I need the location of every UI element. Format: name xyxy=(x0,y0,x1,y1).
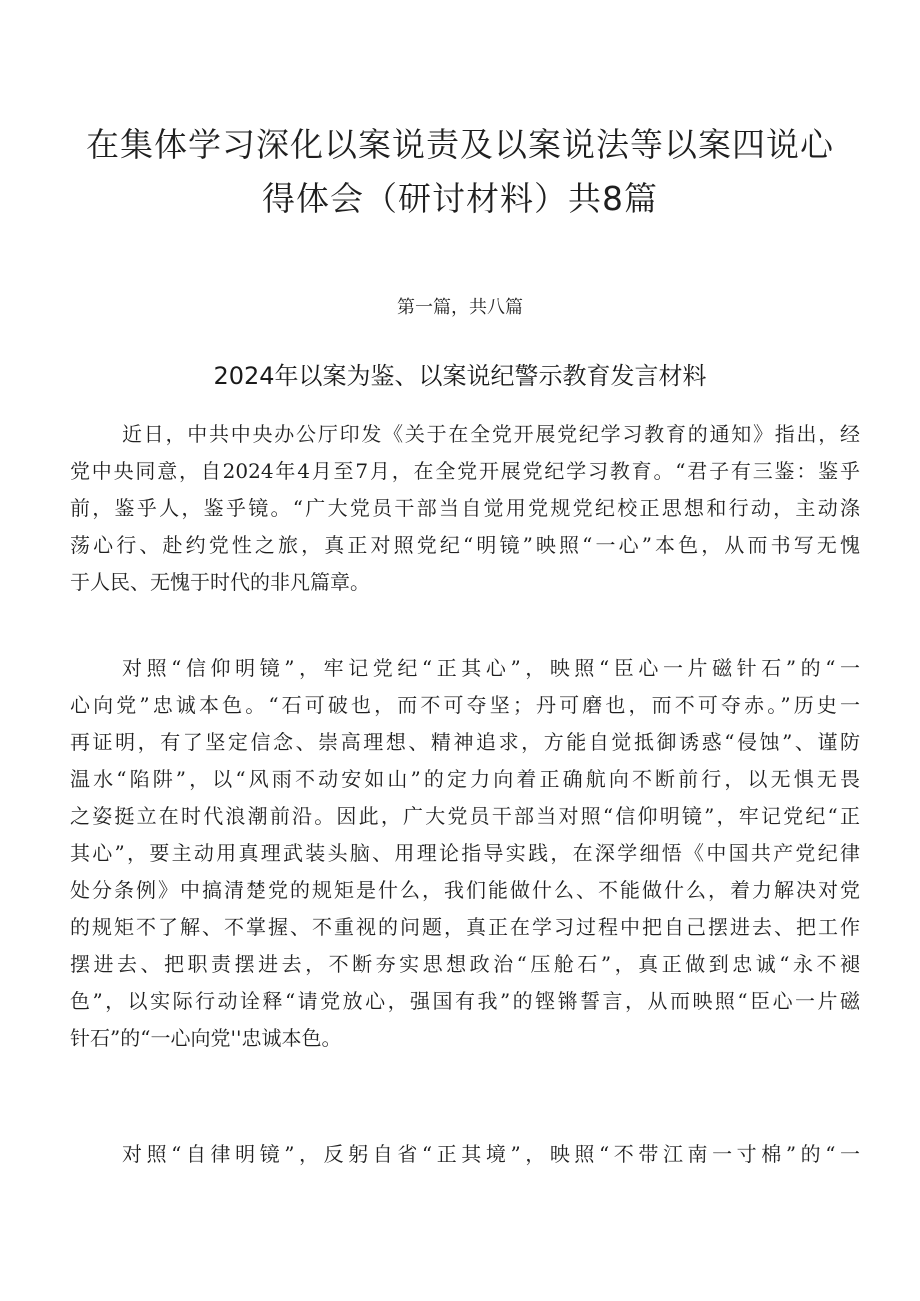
paragraph-line: 前，鉴乎人，鉴乎镜。“广大党员干部当自觉用党规党纪校正思想和行动，主动涤 xyxy=(70,496,860,520)
title-line: 在集体学习深化以案说责及以案说法等以案四说心 xyxy=(86,125,834,164)
part-label: 第一篇，共八篇 xyxy=(397,297,523,318)
paragraph-line: 对照“信仰明镜”，牢记党纪“正其心”，映照“臣心一片磁针石”的“一 xyxy=(122,656,860,680)
body-paragraph-1 xyxy=(70,416,860,601)
paragraph-line: 色”，以实际行动诠释“请党放心，强国有我”的铿锵誓言，从而映照“臣心一片磁 xyxy=(70,989,860,1013)
paragraph-line: 之姿挺立在时代浪潮前沿。因此，广大党员干部当对照“信仰明镜”，牢记党纪“正 xyxy=(70,804,860,828)
paragraph-line: 处分条例》中搞清楚党的规矩是什么，我们能做什么、不能做什么，着力解决对党 xyxy=(70,878,860,902)
section-heading: 2024年以案为鉴、以案说纪警示教育发言材料 xyxy=(213,362,707,390)
paragraph-line: 心向党”忠诚本色。“石可破也，而不可夺坚；丹可磨也，而不可夺赤。”历史一 xyxy=(70,693,860,717)
body-paragraph-2 xyxy=(70,650,860,1057)
paragraph-line: 近日，中共中央办公厅印发《关于在全党开展党纪学习教育的通知》指出，经 xyxy=(122,422,860,446)
document-title xyxy=(70,118,850,226)
paragraph-line: 其心”，要主动用真理武装头脑、用理论指导实践，在深学细悟《中国共产党纪律 xyxy=(70,841,860,865)
paragraph-line: 针石”的“一心向党''忠诚本色。 xyxy=(70,1026,342,1050)
paragraph-line: 温水“陷阱”，以“风雨不动安如山”的定力向着正确航向不断前行，以无惧无畏 xyxy=(70,767,860,791)
paragraph-line: 于人民、无愧于时代的非凡篇章。 xyxy=(70,570,370,594)
paragraph-line: 摆进去、把职责摆进去，不断夯实思想政治“压舱石”，真正做到忠诚“永不褪 xyxy=(70,952,860,976)
body-paragraph-3 xyxy=(70,1136,860,1173)
paragraph-line: 党中央同意，自2024年4月至7月，在全党开展党纪学习教育。“君子有三鉴：鉴乎 xyxy=(70,459,860,483)
title-line: 得体会（研讨材料）共8篇 xyxy=(262,179,658,218)
paragraph-line: 再证明，有了坚定信念、崇高理想、精神追求，方能自觉抵御诱惑“侵蚀”、谨防 xyxy=(70,730,860,754)
paragraph-line: 荡心行、赴约党性之旅，真正对照党纪“明镜”映照“一心”本色，从而书写无愧 xyxy=(70,533,860,557)
paragraph-line: 的规矩不了解、不掌握、不重视的问题，真正在学习过程中把自己摆进去、把工作 xyxy=(70,915,860,939)
paragraph-line: 对照“自律明镜”，反躬自省“正其境”，映照“不带江南一寸棉”的“一 xyxy=(122,1142,860,1166)
